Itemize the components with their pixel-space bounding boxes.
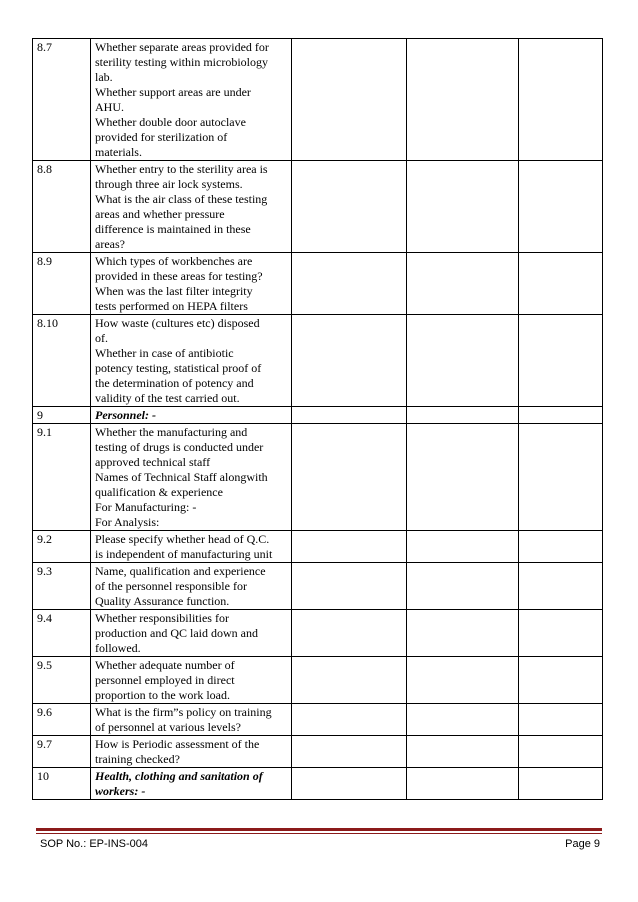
item-number: 8.7	[33, 39, 91, 161]
question-line: What is the firm”s policy on training	[95, 705, 272, 719]
response-cell[interactable]	[292, 531, 407, 563]
question-line: areas and whether pressure	[95, 207, 225, 221]
question-line: training checked?	[95, 752, 180, 766]
question-line: How waste (cultures etc) disposed	[95, 316, 260, 330]
question-text	[91, 736, 292, 768]
question-line: Quality Assurance function.	[95, 594, 230, 608]
question-text	[91, 253, 292, 315]
footer-rule	[36, 828, 602, 831]
compliance-cell[interactable]	[519, 657, 603, 704]
question-line: areas?	[95, 237, 125, 251]
question-line: Please specify whether head of Q.C.	[95, 532, 270, 546]
question-line: difference is maintained in these	[95, 222, 251, 236]
checklist-body	[33, 39, 603, 800]
table-row	[33, 704, 603, 736]
question-line: Whether double door autoclave	[95, 115, 246, 129]
page-number: Page 9	[565, 838, 600, 850]
item-number: 9.7	[33, 736, 91, 768]
item-number: 8.10	[33, 315, 91, 407]
remarks-cell[interactable]	[407, 563, 519, 610]
compliance-cell[interactable]	[519, 39, 603, 161]
question-line: the determination of potency and	[95, 376, 254, 390]
item-number: 8.8	[33, 161, 91, 253]
response-cell[interactable]	[292, 315, 407, 407]
question-line: Whether support areas are under	[95, 85, 251, 99]
compliance-cell[interactable]	[519, 563, 603, 610]
table-row	[33, 161, 603, 253]
response-cell[interactable]	[292, 39, 407, 161]
question-line: materials.	[95, 145, 142, 159]
question-line: Whether adequate number of	[95, 658, 235, 672]
question-line: of personnel at various levels?	[95, 720, 241, 734]
compliance-cell[interactable]	[519, 610, 603, 657]
question-text	[91, 563, 292, 610]
question-line: provided for sterilization of	[95, 130, 228, 144]
response-cell[interactable]	[292, 407, 407, 424]
question-line: For Manufacturing: -	[95, 500, 197, 514]
response-cell[interactable]	[292, 736, 407, 768]
question-line: personnel employed in direct	[95, 673, 235, 687]
compliance-cell[interactable]	[519, 161, 603, 253]
inspection-checklist-table	[32, 38, 603, 800]
compliance-cell[interactable]	[519, 736, 603, 768]
question-text	[91, 704, 292, 736]
question-line: testing of drugs is conducted under	[95, 440, 264, 454]
question-text	[91, 424, 292, 531]
question-text	[91, 161, 292, 253]
table-row	[33, 768, 603, 800]
question-line: For Analysis:	[95, 515, 160, 529]
question-line: of the personnel responsible for	[95, 579, 247, 593]
question-text	[91, 39, 292, 161]
question-text	[91, 610, 292, 657]
section-heading	[91, 768, 292, 800]
question-text	[91, 531, 292, 563]
question-line: lab.	[95, 70, 113, 84]
question-line: Whether the manufacturing and	[95, 425, 248, 439]
remarks-cell[interactable]	[407, 657, 519, 704]
item-number: 9.3	[33, 563, 91, 610]
compliance-cell[interactable]	[519, 407, 603, 424]
remarks-cell[interactable]	[407, 161, 519, 253]
question-line: AHU.	[95, 100, 124, 114]
item-number: 9.2	[33, 531, 91, 563]
table-row	[33, 39, 603, 161]
question-text	[91, 315, 292, 407]
question-line: Name, qualification and experience	[95, 564, 266, 578]
item-number: 9	[33, 407, 91, 424]
remarks-cell[interactable]	[407, 531, 519, 563]
question-line: approved technical staff	[95, 455, 211, 469]
item-number: 9.6	[33, 704, 91, 736]
item-number: 9.5	[33, 657, 91, 704]
response-cell[interactable]	[292, 563, 407, 610]
compliance-cell[interactable]	[519, 315, 603, 407]
remarks-cell[interactable]	[407, 407, 519, 424]
item-number: 8.9	[33, 253, 91, 315]
table-row	[33, 315, 603, 407]
remarks-cell[interactable]	[407, 424, 519, 531]
table-row	[33, 610, 603, 657]
remarks-cell[interactable]	[407, 39, 519, 161]
question-line: followed.	[95, 641, 141, 655]
question-line: Health, clothing and sanitation of	[95, 769, 263, 783]
footer-rule-thin	[36, 833, 602, 834]
compliance-cell[interactable]	[519, 531, 603, 563]
section-heading	[91, 407, 292, 424]
table-row	[33, 736, 603, 768]
response-cell[interactable]	[292, 657, 407, 704]
remarks-cell[interactable]	[407, 253, 519, 315]
question-line: How is Periodic assessment of the	[95, 737, 260, 751]
question-line: Whether in case of antibiotic	[95, 346, 234, 360]
remarks-cell[interactable]	[407, 315, 519, 407]
question-line: provided in these areas for testing?	[95, 269, 263, 283]
item-number: 10	[33, 768, 91, 800]
question-line: Which types of workbenches are	[95, 254, 253, 268]
question-line: When was the last filter integrity	[95, 284, 253, 298]
question-line: tests performed on HEPA filters	[95, 299, 248, 313]
question-line: Whether responsibilities for	[95, 611, 229, 625]
question-line: production and QC laid down and	[95, 626, 258, 640]
item-number: 9.1	[33, 424, 91, 531]
compliance-cell[interactable]	[519, 768, 603, 800]
question-line: is independent of manufacturing unit	[95, 547, 273, 561]
remarks-cell[interactable]	[407, 704, 519, 736]
question-line: Whether separate areas provided for	[95, 40, 269, 54]
compliance-cell[interactable]	[519, 424, 603, 531]
question-line: sterility testing within microbiology	[95, 55, 268, 69]
response-cell[interactable]	[292, 161, 407, 253]
compliance-cell[interactable]	[519, 704, 603, 736]
response-cell[interactable]	[292, 610, 407, 657]
question-line: potency testing, statistical proof of	[95, 361, 262, 375]
question-line: validity of the test carried out.	[95, 391, 240, 405]
response-cell[interactable]	[292, 768, 407, 800]
compliance-cell[interactable]	[519, 253, 603, 315]
remarks-cell[interactable]	[407, 736, 519, 768]
question-line: qualification & experience	[95, 485, 223, 499]
item-number: 9.4	[33, 610, 91, 657]
question-line: workers: -	[95, 784, 146, 798]
question-line: of.	[95, 331, 108, 345]
question-line: What is the air class of these testing	[95, 192, 268, 206]
question-line: proportion to the work load.	[95, 688, 230, 702]
question-text	[91, 657, 292, 704]
question-line: Personnel: -	[95, 408, 156, 422]
question-line: through three air lock systems.	[95, 177, 243, 191]
table-row	[33, 407, 603, 424]
question-line: Names of Technical Staff alongwith	[95, 470, 268, 484]
table-row	[33, 563, 603, 610]
remarks-cell[interactable]	[407, 768, 519, 800]
response-cell[interactable]	[292, 253, 407, 315]
sop-number: SOP No.: EP-INS-004	[40, 838, 149, 850]
table-row	[33, 531, 603, 563]
table-row	[33, 253, 603, 315]
question-line: Whether entry to the sterility area is	[95, 162, 268, 176]
table-row	[33, 657, 603, 704]
table-row	[33, 424, 603, 531]
remarks-cell[interactable]	[407, 610, 519, 657]
response-cell[interactable]	[292, 424, 407, 531]
response-cell[interactable]	[292, 704, 407, 736]
